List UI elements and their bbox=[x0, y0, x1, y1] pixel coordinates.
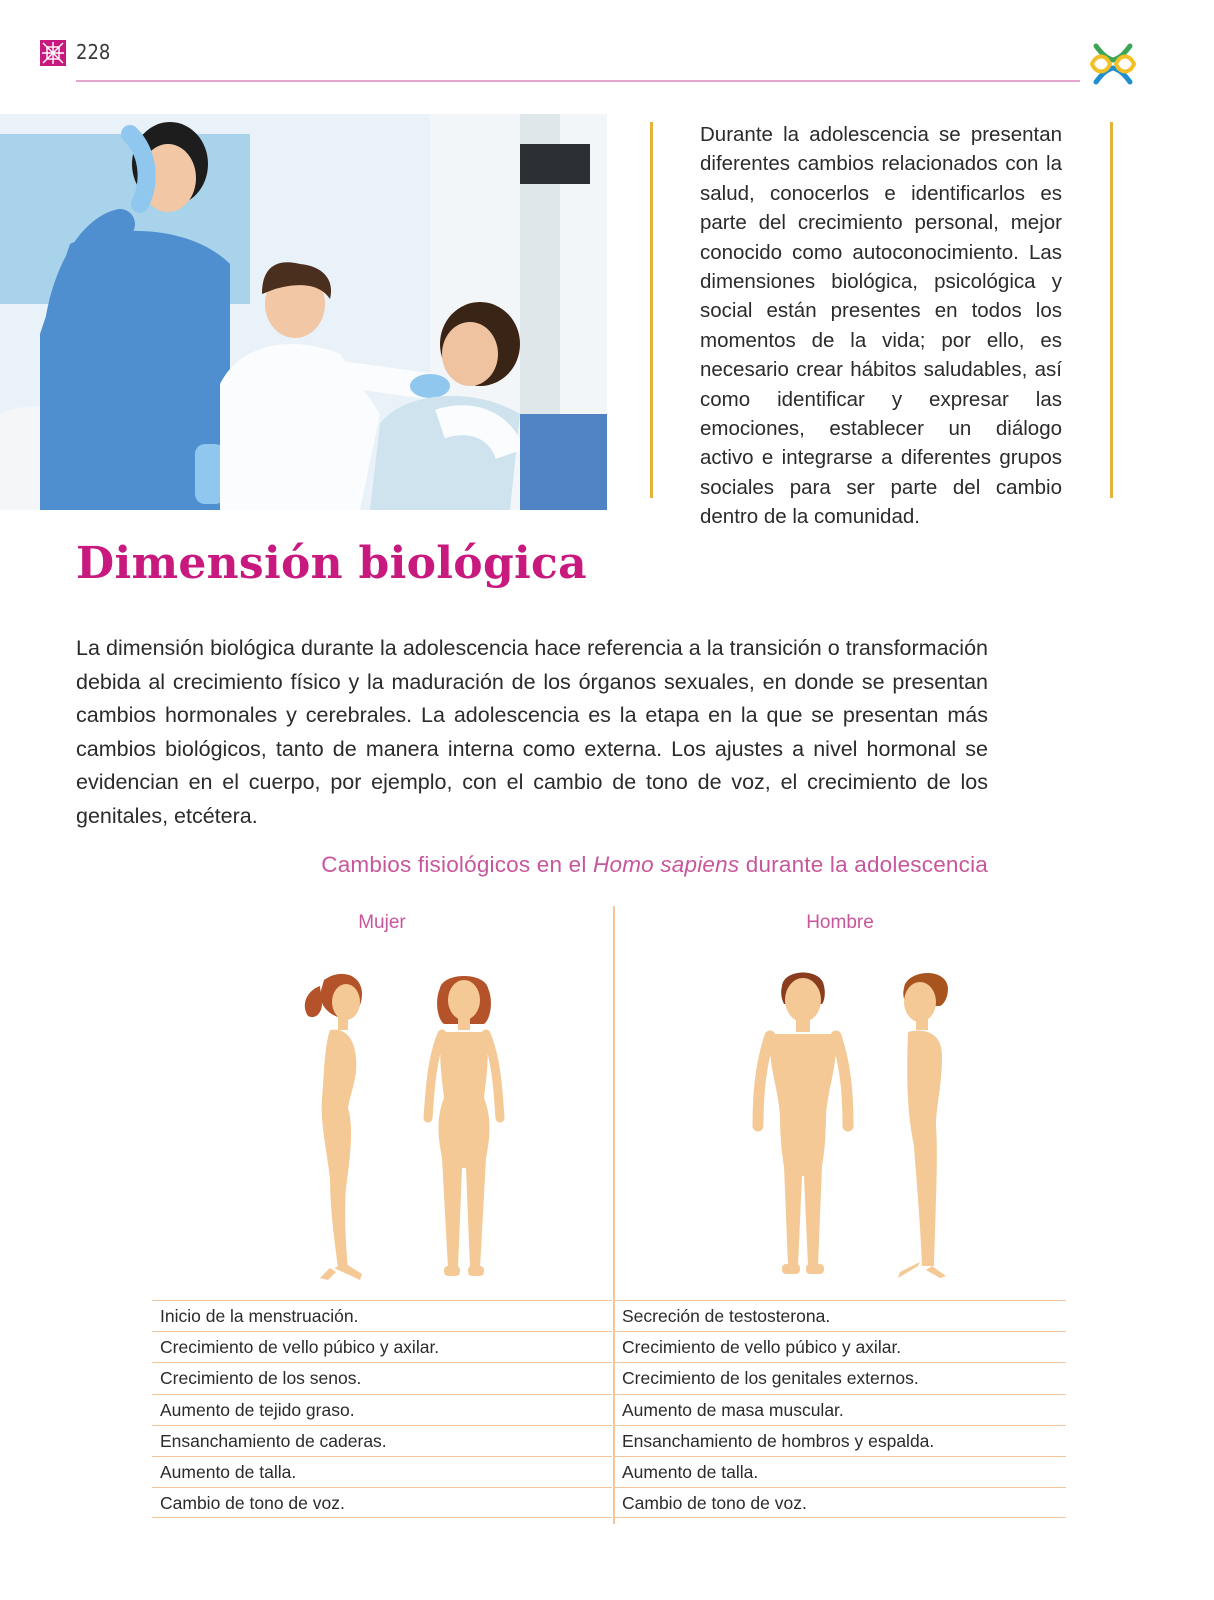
table-row: Ensanchamiento de caderas. bbox=[152, 1425, 612, 1456]
table-row: Secreción de testosterona. bbox=[614, 1300, 1066, 1331]
table-row: Inicio de la menstruación. bbox=[152, 1300, 612, 1331]
table-row: Aumento de talla. bbox=[152, 1456, 612, 1487]
section-title: Dimensión biológica bbox=[76, 538, 587, 589]
header-rule bbox=[76, 80, 1080, 82]
male-front-figure bbox=[748, 966, 858, 1288]
table-row: Aumento de tejido graso. bbox=[152, 1394, 612, 1425]
figure-title-prefix: Cambios fisiológicos en el bbox=[321, 852, 594, 877]
male-side-figure bbox=[886, 966, 976, 1288]
hombre-changes-table bbox=[614, 1300, 1066, 1518]
column-header-mujer: Mujer bbox=[358, 912, 406, 933]
table-row: Aumento de masa muscular. bbox=[614, 1394, 1066, 1425]
page-number: 228 bbox=[76, 40, 111, 64]
table-row: Cambio de tono de voz. bbox=[152, 1487, 612, 1518]
intro-text: Durante la adolescencia se presentan diferentes cambios relacionados con la salud, conocerlos e identificarlos es parte del crecimiento personal, mejor conocido como autoconocimiento. Las dimensiones biológica, psicológica y social están presentes en todos los momentos de la vida; por ello, es necesario crear hábitos saludables, así como identificar y expresar las emociones, establecer un diálogo activo e integrarse a diferentes grupos sociales para ser parte del cambio dentro de la comunidad. bbox=[700, 123, 1062, 529]
table-row: Aumento de talla. bbox=[614, 1456, 1066, 1487]
table-row: Ensanchamiento de hombros y espalda. bbox=[614, 1425, 1066, 1456]
table-row: Cambio de tono de voz. bbox=[614, 1487, 1066, 1518]
mujer-changes-table bbox=[152, 1300, 612, 1518]
female-side-figure bbox=[290, 968, 380, 1288]
table-row: Crecimiento de vello púbico y axilar. bbox=[152, 1331, 612, 1362]
intro-left-bar bbox=[650, 122, 653, 498]
figure-title-suffix: durante la adolescencia bbox=[739, 852, 988, 877]
section-paragraph: La dimensión biológica durante la adolescencia hace referencia a la transición o transformación debida al crecimiento físico y la maduración de los órganos sexuales, en donde se presentan cambios hormonales y cerebrales. La adolescencia es la etapa en la que se presentan más cambios biológicos, tanto de manera interna como externa. Los ajustes a nivel hormonal se evidencian en el cuerpo, por ejemplo, con el cambio de tono de voz, el crecimiento de los genitales, etcétera. bbox=[76, 636, 988, 828]
table-row: Crecimiento de los genitales externos. bbox=[614, 1362, 1066, 1393]
intro-right-bar bbox=[1110, 122, 1113, 498]
column-header-hombre: Hombre bbox=[806, 912, 874, 933]
female-front-figure bbox=[414, 968, 514, 1288]
table-row: Crecimiento de vello púbico y axilar. bbox=[614, 1331, 1066, 1362]
figure-title bbox=[76, 852, 988, 878]
pattern-icon bbox=[40, 40, 66, 66]
figure-title-italic: Homo sapiens bbox=[593, 852, 740, 877]
dental-checkup-photo bbox=[0, 114, 607, 510]
textbook-logo-icon bbox=[1088, 40, 1138, 88]
table-row: Crecimiento de los senos. bbox=[152, 1362, 612, 1393]
